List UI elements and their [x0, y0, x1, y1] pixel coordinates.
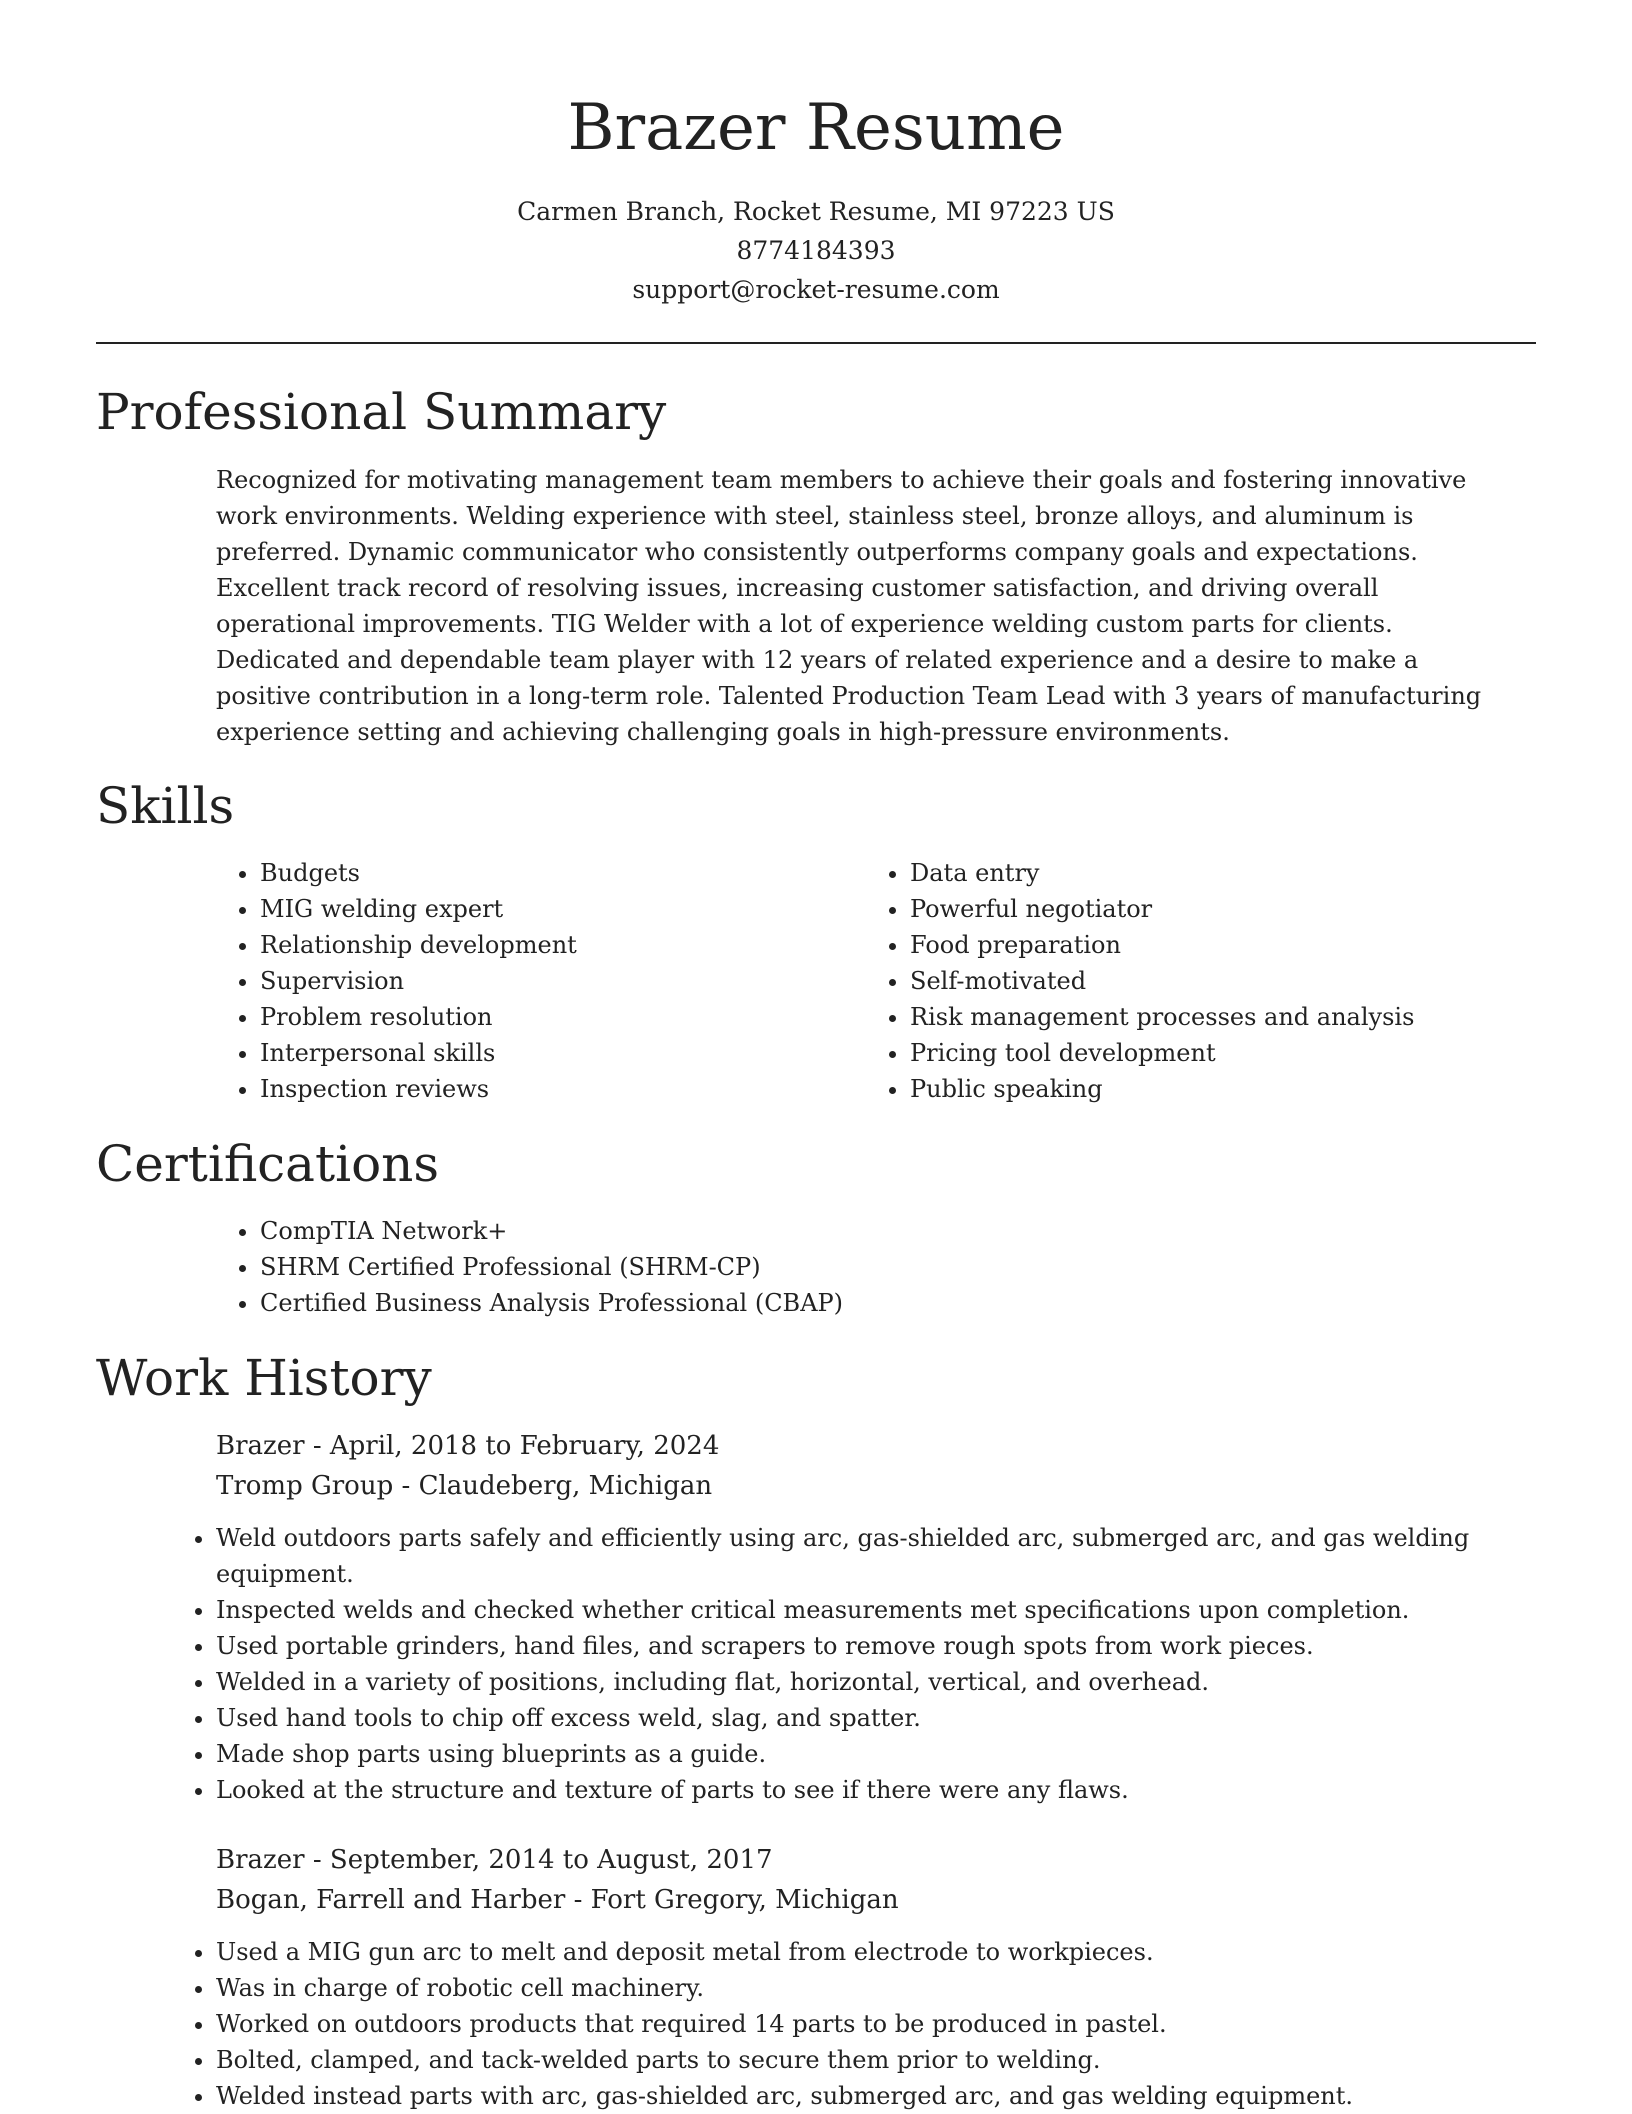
job-duty-item: • Was in charge of robotic cell machinery. — [216, 1970, 1516, 2006]
skill-item: • Self-motivated — [910, 963, 1486, 999]
certification-item: • SHRM Certified Professional (SHRM-CP) — [260, 1249, 1516, 1285]
job-company-line: Bogan, Farrell and Harber - Fort Gregory, Michigan — [216, 1885, 899, 1915]
skill-item: • Relationship development — [260, 927, 836, 963]
job-title-line: Brazer - September, 2014 to August, 2017 — [216, 1845, 773, 1875]
skills-heading: Skills — [96, 777, 235, 835]
job-company: Tromp Group — [216, 1471, 394, 1501]
summary-heading: Professional Summary — [96, 383, 667, 441]
job-role: Brazer — [216, 1845, 305, 1875]
skill-item: • Problem resolution — [260, 999, 836, 1035]
certifications-heading: Certifications — [96, 1135, 440, 1193]
job-duty-item: • Welded in a variety of positions, including flat, horizontal, vertical, and overhead. — [216, 1664, 1516, 1700]
job-dates: April, 2018 to February, 2024 — [329, 1431, 720, 1461]
job-company-line: Tromp Group - Claudeberg, Michigan — [216, 1471, 713, 1501]
resume-name: Brazer Resume — [567, 91, 1065, 165]
skill-item: • Powerful negotiator — [910, 891, 1486, 927]
job-title-line: Brazer - April, 2018 to February, 2024 — [216, 1431, 720, 1461]
contact-block — [0, 192, 1632, 309]
job-entry — [216, 1840, 1516, 2114]
job-duty-item: • Used hand tools to chip off excess weld, slag, and spatter. — [216, 1700, 1516, 1736]
skill-item: • Public speaking — [910, 1071, 1486, 1107]
skill-item: • Interpersonal skills — [260, 1035, 836, 1071]
skill-item: • Supervision — [260, 963, 836, 999]
certification-item: • Certified Business Analysis Professional (CBAP) — [260, 1285, 1516, 1321]
skills-column-right — [866, 855, 1486, 1107]
skill-item: • Pricing tool development — [910, 1035, 1486, 1071]
job-location: Claudeberg, Michigan — [418, 1471, 713, 1501]
job-duty-item: • Used portable grinders, hand files, and scrapers to remove rough spots from work pieces. — [216, 1628, 1516, 1664]
contact-address: Carmen Branch, Rocket Resume, MI 97223 US — [517, 197, 1115, 226]
skill-item: • Inspection reviews — [260, 1071, 836, 1107]
contact-phone: 8774184393 — [736, 236, 896, 265]
work-history-heading: Work History — [96, 1349, 432, 1407]
skill-item: • Budgets — [260, 855, 836, 891]
job-duty-item: • Made shop parts using blueprints as a guide. — [216, 1736, 1516, 1772]
contact-email: support@rocket-resume.com — [632, 275, 1000, 304]
header-divider — [96, 342, 1536, 344]
job-duty-item: • Bolted, clamped, and tack-welded parts to secure them prior to welding. — [216, 2042, 1516, 2078]
job-duty-item: • Used a MIG gun arc to melt and deposit metal from electrode to workpieces. — [216, 1934, 1516, 1970]
job-duty-item: • Looked at the structure and texture of parts to see if there were any flaws. — [216, 1772, 1516, 1808]
skills-column-left — [216, 855, 836, 1107]
job-company: Bogan, Farrell and Harber — [216, 1885, 566, 1915]
job-duty-item: • Weld outdoors parts safely and efficiently using arc, gas-shielded arc, submerged arc, and gas welding equipment. — [216, 1520, 1516, 1592]
certifications-list — [216, 1213, 1516, 1321]
summary-text: Recognized for motivating management team members to achieve their goals and fostering innovative work environments. Welding experience with steel, stainless steel, bronze alloys, and aluminum is preferred. Dynamic communicator who consistently outperforms company goals and expectations. Excellent track record of resolving issues, increasing customer satisfaction, and driving overall operational improvements. TIG Welder with a lot of experience welding custom parts for clients. Dedicated and dependable team player with 12 years of related experience and a desire to make a positive contribution in a long-term role. Talented Production Team Lead with 3 years of manufacturing experience setting and achieving challenging goals in high-pressure environments. — [216, 466, 1482, 746]
job-entry — [216, 1426, 1516, 1808]
skill-item: • Risk management processes and analysis — [910, 999, 1486, 1035]
skill-item: • MIG welding expert — [260, 891, 836, 927]
job-duties — [172, 1520, 1516, 1808]
job-duty-item: • Welded instead parts with arc, gas-shielded arc, submerged arc, and gas welding equipment. — [216, 2078, 1516, 2114]
job-role: Brazer — [216, 1431, 305, 1461]
job-dates: September, 2014 to August, 2017 — [329, 1845, 773, 1875]
job-duty-item: • Inspected welds and checked whether critical measurements met specifications upon completion. — [216, 1592, 1516, 1628]
job-location: Fort Gregory, Michigan — [590, 1885, 899, 1915]
skill-item: • Data entry — [910, 855, 1486, 891]
job-duties — [172, 1934, 1516, 2114]
job-duty-item: • Worked on outdoors products that required 14 parts to be produced in pastel. — [216, 2006, 1516, 2042]
certification-item: • CompTIA Network+ — [260, 1213, 1516, 1249]
skill-item: • Food preparation — [910, 927, 1486, 963]
resume-header — [0, 0, 1632, 309]
